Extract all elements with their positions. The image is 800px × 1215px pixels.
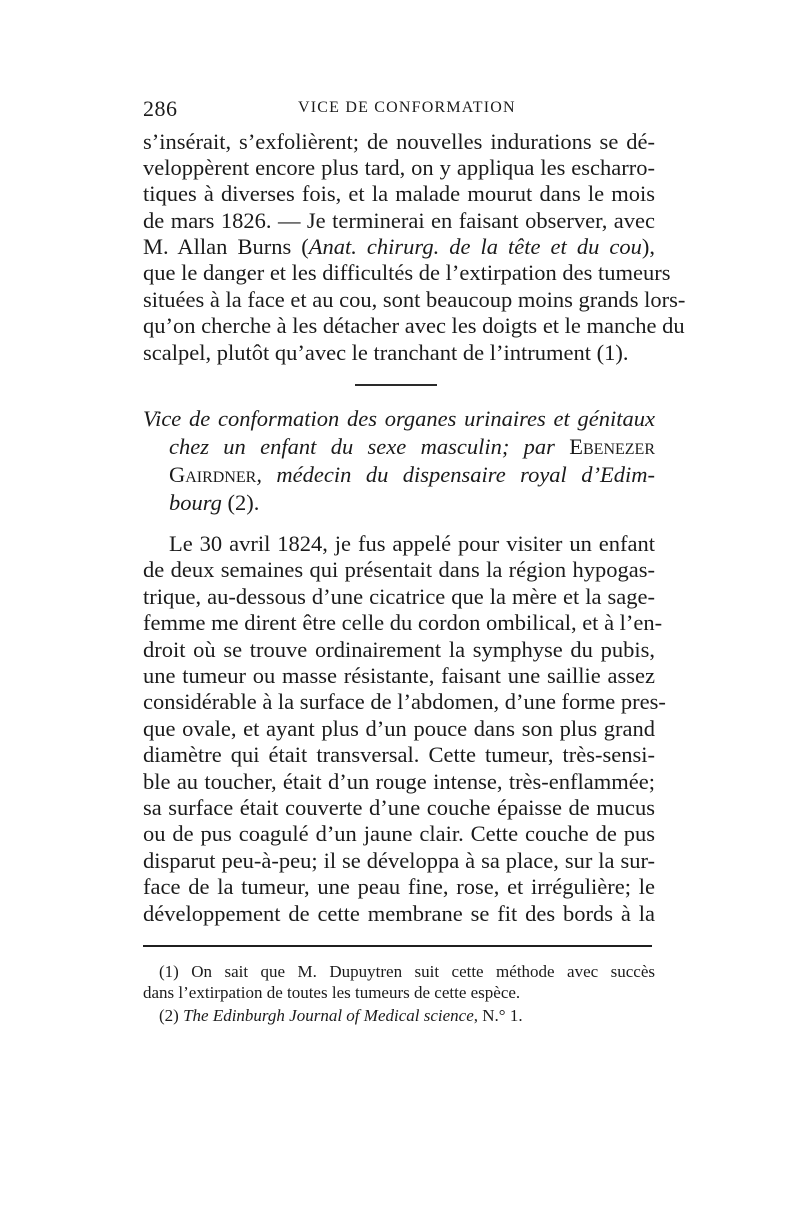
running-head: VICE DE CONFORMATION [298, 99, 516, 116]
author-last-name: Gairdner [169, 462, 257, 487]
author-first-name: Ebenezer [569, 434, 655, 459]
text-line: qu’on cherche à les détacher avec les doigts et le manche du [143, 313, 685, 338]
text-line: scalpel, plutôt qu’avec le tranchant de l’intrument (1). [143, 340, 629, 365]
footnote-1-continuation: dans l’extirpation de toutes les tumeurs de cette espèce. [143, 983, 521, 1002]
article-title-line [169, 434, 655, 460]
title-segment: chez un enfant du sexe masculin; par [169, 434, 570, 459]
footnote-marker: (2) [159, 1006, 184, 1025]
footnote-1: (1) On sait que M. Dupuytren suit cette méthode avec succès [159, 962, 655, 981]
text-line: s’insérait, s’exfolièrent; de nouvelles indurations se dé- [143, 129, 655, 154]
text-line: de deux semaines qui présentait dans la région hypogas- [143, 557, 655, 582]
text-line: disparut peu-à-peu; il se développa à sa place, sur la sur- [143, 848, 655, 873]
text-line: que le danger et les difficultés de l’extirpation des tumeurs [143, 260, 671, 285]
title-segment: bourg [169, 490, 228, 515]
article-title-line [169, 462, 655, 488]
text-line: sa surface était couverte d’une couche épaisse de mucus [143, 795, 655, 820]
text-line: développement de cette membrane se fit des bords à la [143, 901, 655, 926]
footnote-separator [143, 945, 652, 947]
text-line: Le 30 avril 1824, je fus appelé pour visiter un enfant [169, 531, 655, 556]
text-line: face de la tumeur, une peau fine, rose, et irrégulière; le [143, 874, 655, 899]
text-line: trique, au-dessous d’une cicatrice que la mère et la sage- [143, 584, 655, 609]
journal-title: The Edinburgh Journal of Medical science [183, 1006, 474, 1025]
cited-work: Anat. chirurg. de la tête et du cou [308, 234, 642, 259]
text-segment: M. Allan Burns ( [143, 234, 309, 259]
text-line: droit où se trouve ordinairement la symphyse du pubis, [143, 637, 655, 662]
article-title-line [169, 490, 655, 516]
footnote-2 [159, 1006, 671, 1026]
text-line: femme me dirent être celle du cordon ombilical, et à l’en- [143, 610, 663, 635]
text-line [143, 234, 655, 260]
text-line: de mars 1826. — Je terminerai en faisant observer, avec [143, 208, 655, 233]
title-segment: , médecin du dispensaire royal d’Edim- [256, 462, 655, 487]
text-line: ble au toucher, était d’un rouge intense, très-enflammée; [143, 769, 655, 794]
page-header [143, 96, 655, 122]
text-line: situées à la face et au cou, sont beaucoup moins grands lors- [143, 287, 686, 312]
footnote-ref: (2). [227, 490, 260, 515]
text-line: ou de pus coagulé d’un jaune clair. Cette couche de pus [143, 821, 655, 846]
text-line: diamètre qui était transversal. Cette tumeur, très-sensi- [143, 742, 655, 767]
text-line: tiques à diverses fois, et la malade mourut dans le mois [143, 181, 655, 206]
page-number: 286 [143, 96, 178, 121]
section-divider [355, 384, 437, 386]
text-segment: ), [641, 234, 655, 259]
article-title-line: Vice de conformation des organes urinaires et génitaux [143, 406, 655, 431]
text-line: une tumeur ou masse résistante, faisant une saillie assez [143, 663, 655, 688]
text-line: que ovale, et ayant plus d’un pouce dans son plus grand [143, 716, 655, 741]
footnote-tail: , N.° 1. [473, 1006, 523, 1025]
text-line: veloppèrent encore plus tard, on y appliqua les escharro- [143, 155, 655, 180]
text-line: considérable à la surface de l’abdomen, d’une forme pres- [143, 689, 666, 714]
